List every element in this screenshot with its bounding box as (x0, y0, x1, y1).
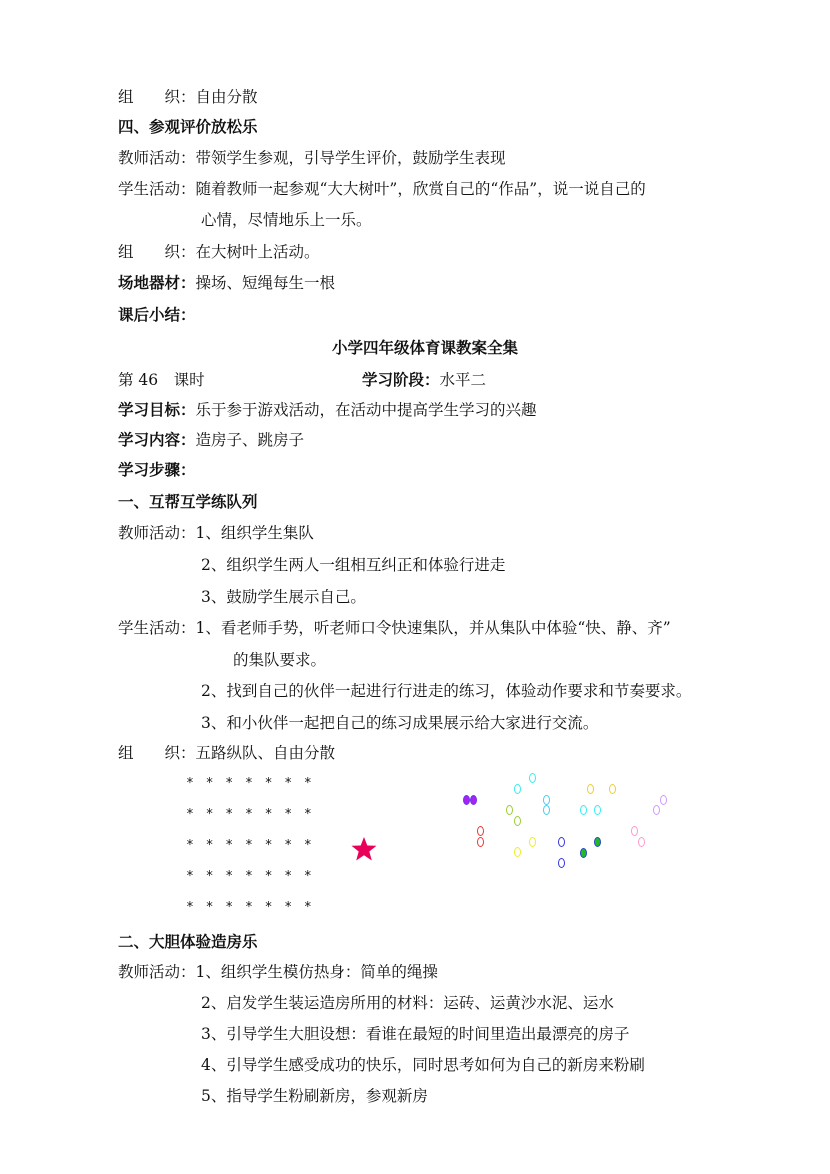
text-line: 的集队要求。 (233, 651, 327, 669)
formation-row: * * * * * * * (186, 776, 314, 791)
smiley-icon (580, 848, 587, 858)
label: 场地器材： (118, 273, 196, 292)
label: 课后小结： (118, 305, 196, 324)
formation-row: * * * * * * * (186, 807, 314, 822)
text-line: 教师活动：带领学生参观，引导学生评价，鼓励学生表现 (118, 149, 506, 167)
smiley-icon (609, 784, 616, 794)
text-line: 心情，尽情地乐上一乐。 (201, 211, 372, 229)
text-line: 教师活动：1、组织学生集队 (118, 524, 314, 542)
lesson-number: 第 46 课时 (118, 371, 205, 389)
formation-row: * * * * * * * (186, 869, 314, 884)
smiley-icon (543, 795, 550, 805)
smiley-icon (477, 826, 484, 836)
smiley-icon (470, 795, 477, 805)
value: 造房子、跳房子 (195, 431, 305, 449)
smiley-icon (587, 784, 594, 794)
smiley-icon (594, 805, 601, 815)
smiley-icon (558, 858, 565, 868)
smiley-icon (529, 837, 536, 847)
text-line: 学生活动：随着教师一起参观“大大树叶”，欣赏自己的“作品”，说一说自己的 (118, 180, 646, 198)
section-heading: 一、互帮互学练队列 (118, 492, 258, 511)
smiley-icon (580, 805, 587, 815)
text-line (118, 400, 537, 420)
label: 学习步骤： (118, 460, 196, 479)
smiley-icon (529, 773, 536, 783)
section-heading: 四、参观评价放松乐 (118, 117, 258, 136)
text-line: 3、鼓励学生展示自己。 (201, 588, 366, 606)
smiley-icon (514, 784, 521, 794)
section-heading: 二、大胆体验造房乐 (118, 932, 258, 951)
text-line (118, 430, 304, 450)
smiley-icon (477, 837, 484, 847)
text-line: 组 织：在大树叶上活动。 (118, 243, 320, 261)
text-line: 组 织：自由分散 (118, 88, 258, 106)
smiley-icon (660, 795, 667, 805)
formation-row: * * * * * * * (186, 838, 314, 853)
smiley-icon (514, 847, 521, 857)
value: 操场、短绳每生一根 (195, 274, 336, 292)
label: 学习阶段： (362, 370, 440, 389)
text-line: 5、指导学生粉刷新房，参观新房 (201, 1087, 428, 1105)
text-line (118, 273, 335, 293)
value: 水平二 (439, 371, 487, 389)
text-line: 3、和小伙伴一起把自己的练习成果展示给大家进行交流。 (201, 714, 599, 732)
text-line: 教师活动：1、组织学生模仿热身：简单的绳操 (118, 963, 438, 981)
text-line: 2、找到自己的伙伴一起进行行进走的练习，体验动作要求和节奏要求。 (201, 682, 692, 700)
text-line: 组 织：五路纵队、自由分散 (118, 744, 336, 762)
smiley-icon (594, 837, 601, 847)
formation-row: * * * * * * * (186, 900, 314, 915)
label: 学习目标： (118, 400, 196, 419)
smiley-icon (638, 837, 645, 847)
label: 学习内容： (118, 430, 196, 449)
text-line: 4、引导学生感受成功的快乐，同时思考如何为自己的新房来粉刷 (201, 1056, 645, 1074)
text-line: 2、组织学生两人一组相互纠正和体验行进走 (201, 556, 506, 574)
text-line: 2、启发学生装运造房所用的材料：运砖、运黄沙水泥、运水 (201, 994, 614, 1012)
smiley-icon (543, 805, 550, 815)
value: 乐于参于游戏活动，在活动中提高学生学习的兴趣 (195, 401, 537, 419)
text-line: 学生活动：1、看老师手势，听老师口令快速集队，并从集队中体验“快、静、齐” (118, 619, 671, 637)
teacher-star-icon (350, 836, 378, 862)
smiley-icon (506, 805, 513, 815)
smiley-icon (631, 826, 638, 836)
stage (362, 370, 486, 390)
smiley-icon (514, 816, 521, 826)
smiley-icon (463, 795, 470, 805)
smiley-icon (558, 837, 565, 847)
smiley-icon (653, 805, 660, 815)
page-title: 小学四年级体育课教案全集 (332, 338, 519, 357)
text-line: 3、引导学生大胆设想：看谁在最短的时间里造出最漂亮的房子 (201, 1025, 630, 1043)
